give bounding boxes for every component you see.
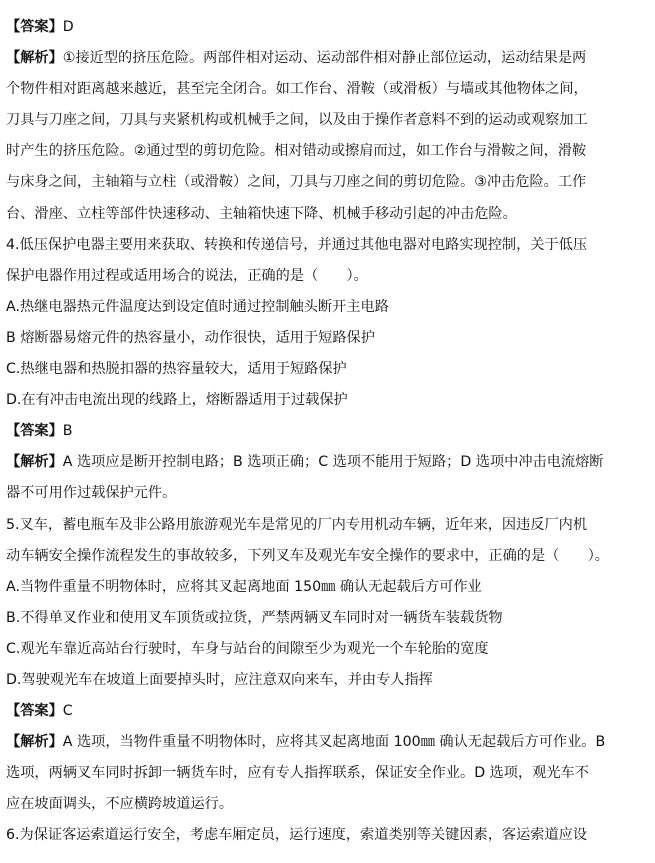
- q5-analysis-line: 应在坡面调头，不应横跨坡道运行。: [6, 796, 234, 813]
- q4-stem-line: 4.低压保护电器主要用来获取、转换和传递信号，并通过其他电器对电路实现控制，关于低压: [6, 236, 588, 253]
- analysis-tag: 【解析】: [6, 454, 63, 471]
- q4-answer-line: [6, 416, 647, 447]
- q4-option-c: C.热继电器和热脱扣器的热容量较大，适用于短路保护: [6, 361, 347, 378]
- answer-tag: 【答案】: [6, 703, 63, 720]
- q6-stem-line: 6.为保证客运索道运行安全，考虑车厢定员，运行速度，索道类别等关键因素，客运索道应设: [6, 827, 588, 844]
- q4-analysis-line: 器不可用作过载保护元件。: [6, 485, 177, 502]
- q4-stem-line: 保护电器作用过程或适用场合的说法，正确的是（ ）。: [6, 267, 368, 284]
- document-page: [6, 12, 647, 852]
- analysis-text: ①接近型的挤压危险。两部件相对运动、运动部件相对静止部位运动，运动结果是两: [62, 50, 587, 67]
- q4-option-b: B 熔断器易熔元件的热容量小，动作很快，适用于短路保护: [6, 329, 375, 346]
- analysis-tag: 【解析】: [6, 734, 63, 751]
- analysis-tag: 【解析】: [6, 50, 63, 67]
- q5-answer-line: [6, 696, 647, 727]
- q5-analysis-line: 选项，两辆叉车同时拆卸一辆货车时，应有专人指挥联系，保证安全作业。D 选项，观光车不: [6, 765, 589, 782]
- q4-option-a: A.热继电器热元件温度达到设定值时通过控制触头断开主电路: [6, 298, 389, 315]
- q5-analysis-line: [6, 727, 647, 758]
- answer-value: B: [62, 423, 73, 440]
- q4-option-d: D.在有冲击电流出现的线路上，熔断器适用于过载保护: [6, 392, 348, 409]
- q3-analysis-line: 刀具与刀座之间，刀具与夹紧机构或机械手之间，以及由于操作者意料不到的运动或观察加工: [6, 112, 588, 129]
- q3-analysis-line: 台、滑座、立柱等部件快速移动、主轴箱快速下降、机械手移动引起的冲击危险。: [6, 205, 517, 222]
- q3-analysis-line: [6, 43, 647, 74]
- q5-option-d: D.驾驶观光车在坡道上面要掉头时，应注意双向来车，并由专人指挥: [6, 671, 433, 688]
- q5-stem-line: 动车辆安全操作流程发生的事故较多，下列叉车及观光车安全操作的要求中，正确的是（ ）。: [6, 547, 609, 564]
- q5-option-b: B.不得单叉作业和使用叉车顶货或拉货，严禁两辆叉车同时对一辆货车装载货物: [6, 609, 503, 626]
- q3-analysis-line: 个物件相对距离越来越近，甚至完全闭合。如工作台、滑鞍（或滑板）与墙或其他物体之间，: [6, 81, 588, 98]
- q3-answer-line: [6, 12, 647, 43]
- q5-option-c: C.观光车靠近高站台行驶时，车身与站台的间隙至少为观光一个车轮胎的宽度: [6, 640, 489, 657]
- q3-analysis-line: 与床身之间，主轴箱与立柱（或滑鞍）之间，刀具与刀座之间的剪切危险。③冲击危险。工作: [6, 174, 587, 191]
- q5-option-a: A.当物件重量不明物体时，应将其叉起离地面 150㎜ 确认无起载后方可作业: [6, 578, 482, 595]
- answer-tag: 【答案】: [6, 423, 63, 440]
- answer-tag: 【答案】: [6, 19, 63, 35]
- answer-value: C: [62, 703, 73, 720]
- q3-analysis-line: 时产生的挤压危险。②通过型的剪切危险。相对错动或擦肩而过，如工作台与滑鞍之间，滑鞍: [6, 143, 587, 160]
- answer-value: D: [62, 19, 74, 35]
- analysis-text: A 选项应是断开控制电路；B 选项正确；C 选项不能用于短路；D 选项中冲击电流熔断: [62, 454, 604, 471]
- q5-stem-line: 5.叉车，蓄电瓶车及非公路用旅游观光车是常见的厂内专用机动车辆，近年来，因违反厂内机: [6, 516, 588, 533]
- q4-analysis-line: [6, 447, 647, 478]
- analysis-text: A 选项，当物件重量不明物体时，应将其叉起离地面 100㎜ 确认无起载后方可作业。B: [62, 734, 606, 751]
